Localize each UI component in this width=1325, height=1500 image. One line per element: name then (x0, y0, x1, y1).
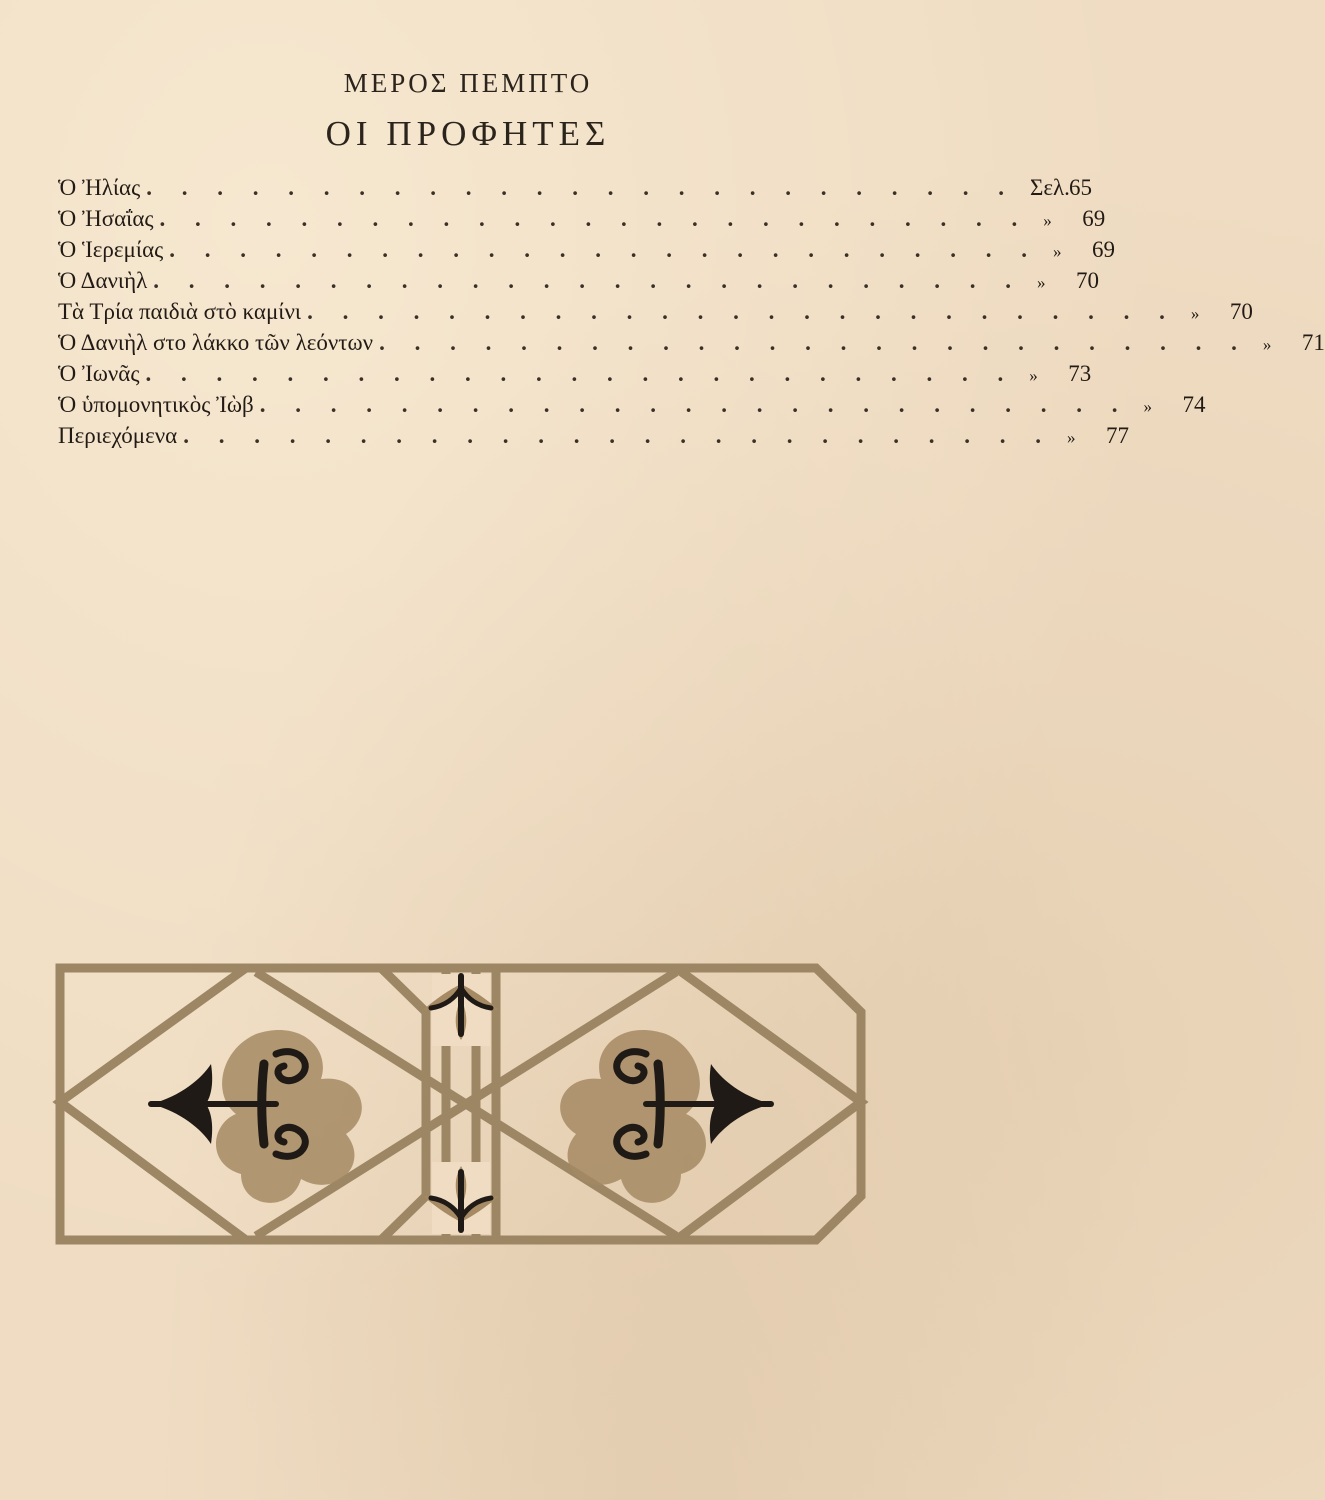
toc-entry-title: Ὁ Δανιὴλ (58, 268, 148, 293)
toc-entry-title: Τὰ Τρία παιδιὰ στὸ καμίνι (58, 299, 302, 324)
ditto-mark: » (1066, 428, 1076, 447)
toc-entry (58, 296, 1253, 327)
decorative-ornament-band (56, 962, 866, 1247)
ditto-mark: » (1052, 242, 1062, 261)
dot-leader: . . . . . . . . . . . . . . . . . . . . . . . . . (169, 237, 1039, 262)
part-label: ΜΕΡΟΣ ΠΕΜΠΤΟ (343, 68, 593, 98)
fleur-ornament-icon (560, 1030, 771, 1203)
toc-entry-title: Περιεχόμενα (58, 423, 178, 448)
ditto-mark: » (1143, 397, 1152, 416)
page-ref-label: Σελ. (1029, 175, 1070, 200)
section-title: ΟΙ ΠΡΟΦΗΤΕΣ (325, 114, 611, 153)
ditto-mark: » (1037, 273, 1046, 292)
toc-entry-title: Ὁ Ἱερεμίας (58, 237, 164, 262)
page-number: 69 (1091, 237, 1115, 262)
toc-entry (58, 358, 1092, 389)
toc-entry-title: Ὁ Ἰωνᾶς (58, 361, 140, 386)
dot-leader: . . . . . . . . . . . . . . . . . . . . . . . . . (159, 206, 1030, 231)
page-number: 70 (1229, 299, 1253, 324)
page-number: 74 (1182, 392, 1206, 417)
ditto-mark: » (1190, 304, 1200, 323)
dot-leader: . . . . . . . . . . . . . . . . . . . . . . . . . (153, 268, 1024, 293)
ditto-mark: » (1043, 211, 1052, 230)
toc-entry (58, 420, 1129, 451)
fleur-ornament-icon (151, 1030, 362, 1203)
dot-leader: . . . . . . . . . . . . . . . . . . . . . . . . . (379, 330, 1249, 355)
page-number: 69 (1082, 206, 1106, 231)
page-number: 65 (1068, 175, 1092, 200)
page-number: 71 (1301, 330, 1325, 355)
toc-entry (58, 172, 1092, 203)
toc-entry (58, 203, 1106, 234)
dot-leader: . . . . . . . . . . . . . . . . . . . . . . . . . (145, 361, 1016, 386)
dot-leader: . . . . . . . . . . . . . . . . . . . . . . . . . (259, 392, 1130, 417)
page-number: 70 (1076, 268, 1100, 293)
toc-entry-title: Ὁ Δανιὴλ στο λάκκο τῶν λεόντων (58, 330, 374, 355)
toc-entry (58, 327, 1325, 358)
page-number: 77 (1105, 423, 1129, 448)
toc-entry-title: Ὁ Ἠσαΐας (58, 206, 154, 231)
dot-leader: . . . . . . . . . . . . . . . . . . . . . . . . . (146, 175, 1016, 200)
dot-leader: . . . . . . . . . . . . . . . . . . . . . . . . . (183, 423, 1053, 448)
page-number: 73 (1068, 361, 1092, 386)
toc-entry-title: Ὁ ὑπομονητικὸς Ἰὼβ (58, 392, 254, 417)
table-of-contents (58, 172, 1325, 451)
dot-leader: . . . . . . . . . . . . . . . . . . . . . . . . . (307, 299, 1177, 324)
toc-entry (58, 389, 1206, 420)
toc-entry-title: Ὁ Ἠλίας (58, 175, 141, 200)
toc-entry (58, 234, 1115, 265)
toc-entry (58, 265, 1100, 296)
ditto-mark: » (1029, 366, 1038, 385)
ditto-mark: » (1262, 335, 1272, 354)
